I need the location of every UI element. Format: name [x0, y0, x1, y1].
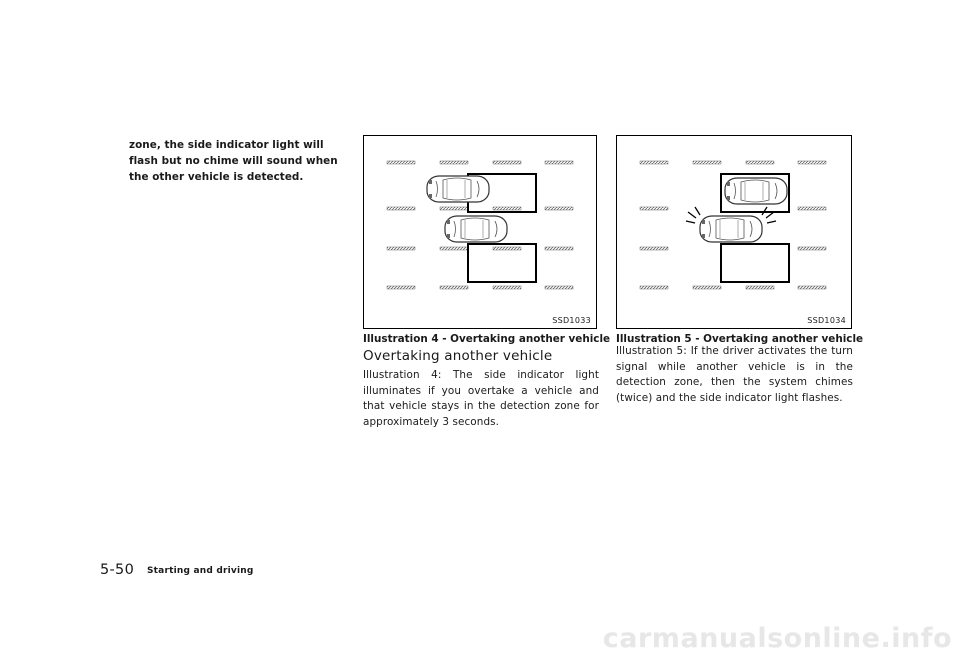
watermark: carmanualsonline.info — [602, 623, 952, 654]
figure-caption: Illustration 5 - Overtaking another vehicle — [616, 333, 864, 345]
illustration-4-figure — [363, 135, 597, 329]
section-title: Starting and driving — [147, 566, 254, 576]
section-heading: Overtaking another vehicle — [363, 348, 553, 364]
intro-paragraph: zone, the side indicator light will flash but no chime will sound when the other vehicle is detected. — [129, 139, 338, 183]
own-vehicle — [445, 216, 507, 242]
figure-code: SSD1034 — [807, 316, 846, 325]
detected-vehicle — [725, 178, 787, 204]
body-paragraph: Illustration 5: If the driver activates the turn signal while another vehicle is in the detection zone, then the system chimes (twice) and the side indicator light flashes. — [616, 345, 853, 404]
illustration-5-drawing — [617, 136, 853, 330]
page-number: 5-50 — [100, 562, 135, 578]
body-paragraph: Illustration 4: The side indicator light illuminates if you overtake a vehicle and that vehicle stays in the detection zone for approximately 3 seconds. — [363, 369, 599, 428]
figure-code: SSD1033 — [552, 316, 591, 325]
figure-caption: Illustration 4 - Overtaking another vehicle — [363, 333, 611, 345]
illustration-4-drawing — [364, 136, 598, 330]
own-vehicle — [700, 216, 762, 242]
detection-zone-lower — [721, 244, 789, 282]
overtaken-vehicle — [427, 176, 489, 202]
illustration-5-figure — [616, 135, 852, 329]
